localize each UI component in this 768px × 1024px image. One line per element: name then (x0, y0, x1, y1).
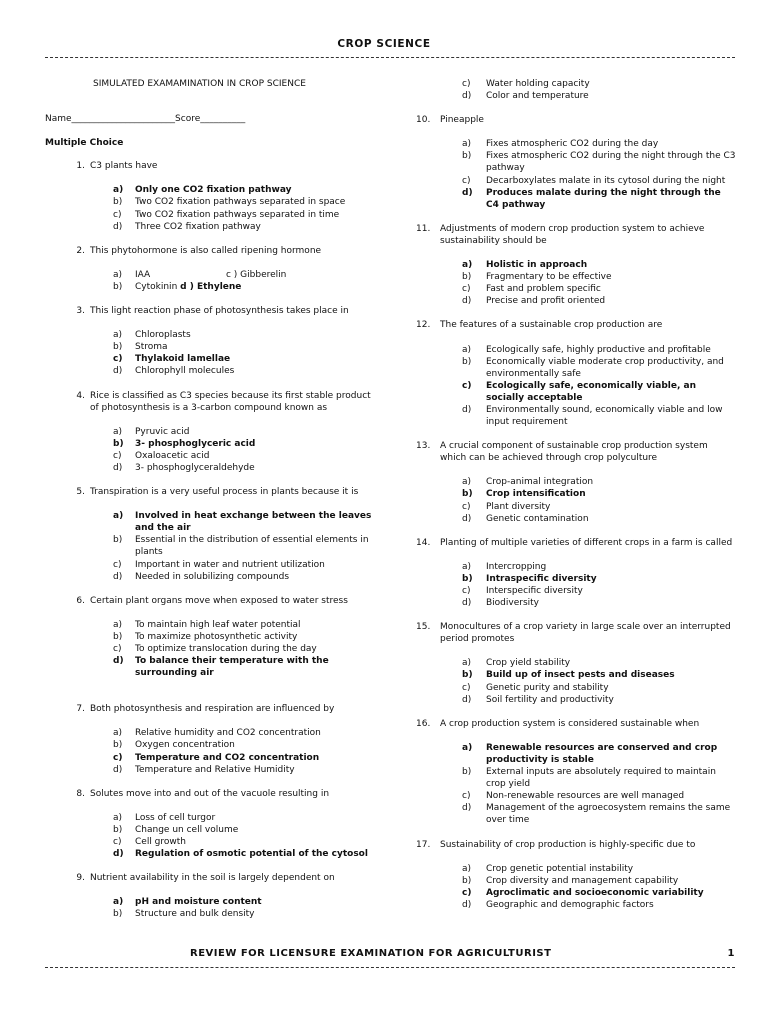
question-text: Sustainability of crop production is highly-specific due to (440, 839, 696, 850)
question-text: Both photosynthesis and respiration are influenced by (90, 704, 335, 715)
option-text: Loss of cell turgor (135, 812, 216, 823)
option-text: Environmentally sound, economically viable and low input requirement (486, 404, 723, 428)
answer-option (416, 404, 736, 428)
question-item (45, 160, 375, 232)
answer-option (45, 438, 375, 450)
answer-option (416, 90, 736, 102)
option-text: Two CO2 fixation pathways separated in space (135, 197, 346, 208)
option-letter: a) (113, 269, 123, 280)
option-letter: a) (113, 330, 123, 341)
question-text: Nutrient availability in the soil is largely dependent on (90, 873, 335, 884)
question-options (45, 269, 375, 293)
option-letter: c) (462, 791, 471, 802)
option-text: IAA (135, 269, 151, 280)
question-9-continued-options (416, 78, 736, 102)
answer-option (45, 812, 375, 824)
answer-option (45, 764, 375, 776)
answer-option (416, 899, 736, 911)
option-text: Renewable resources are conserved and crop productivity is stable (486, 742, 718, 765)
question-item (416, 223, 736, 308)
answer-option (45, 896, 375, 908)
option-text: Oxygen concentration (135, 740, 235, 751)
question-text: Solutes move into and out of the vacuole resulting in (90, 788, 330, 799)
answer-option (45, 341, 375, 353)
answer-option (45, 643, 375, 655)
page-title: CROP SCIENCE (337, 38, 431, 50)
option-letter: d) (462, 91, 472, 102)
option-text: Ecologically safe, economically viable, an socially acceptable (486, 380, 696, 403)
option-letter: a) (113, 426, 123, 437)
question-item (45, 703, 375, 775)
question-options (416, 561, 736, 609)
option-letter: c) (113, 752, 123, 763)
question-text: Planting of multiple varieties of different crops in a farm is called (440, 537, 733, 548)
answer-option (416, 573, 736, 585)
question-number: 16. (416, 718, 431, 729)
option-letter: d) (113, 571, 123, 582)
answer-option (45, 426, 375, 438)
question-list-left (45, 160, 375, 920)
option-letter: b) (113, 631, 123, 642)
footer-title: REVIEW FOR LICENSURE EXAMINATION FOR AGRICULTURIST (190, 948, 552, 959)
option-text: Color and temperature (486, 91, 589, 102)
option-text: Decarboxylates malate in its cytosol during the night (486, 175, 726, 186)
option-text: Two CO2 fixation pathways separated in time (135, 209, 340, 220)
option-letter: a) (462, 863, 472, 874)
answer-option (45, 209, 375, 221)
question-number: 15. (416, 622, 431, 633)
option-letter: c) (113, 644, 122, 654)
option-letter: a) (113, 185, 124, 196)
answer-option (416, 597, 736, 609)
answer-option (416, 356, 736, 380)
answer-option (416, 669, 736, 681)
option-text: Management of the agroecosystem remains the same over time (486, 803, 731, 826)
option-text: Only one CO2 fixation pathway (135, 185, 292, 196)
answer-option (416, 694, 736, 706)
option-text: Holistic in approach (486, 260, 588, 271)
option-letter: c) (113, 450, 122, 461)
option-text: Water holding capacity (486, 79, 590, 89)
answer-option (45, 836, 375, 848)
option-letter: c) (462, 380, 472, 391)
answer-option (416, 742, 736, 766)
answer-option (45, 196, 375, 208)
option-letter: d) (113, 221, 123, 232)
option-letter: c) (113, 837, 122, 848)
name-score-line: Name_______________________Score__________ (45, 114, 246, 125)
option-text: Ecologically safe, highly productive and profitable (486, 344, 711, 355)
option-letter: b) (462, 670, 473, 681)
question-number: 13. (416, 441, 431, 452)
option-letter: a) (462, 658, 472, 669)
question-item (416, 319, 736, 428)
answer-option (416, 488, 736, 500)
option-letter: b) (113, 535, 123, 546)
option-text: To optimize translocation during the day (135, 644, 317, 654)
question-item (45, 486, 375, 583)
section-heading: Multiple Choice (45, 138, 124, 149)
spacer (45, 679, 375, 691)
option-letter: c) (462, 586, 471, 596)
option-letter: d) (462, 694, 472, 705)
answer-option (45, 329, 375, 341)
option-text: Crop-animal integration (486, 477, 594, 488)
option-text: 3- phosphoglyceraldehyde (135, 462, 255, 473)
option-text: To maintain high leaf water potential (135, 619, 301, 630)
option-letter: d) (113, 366, 123, 377)
question-number: 2. (76, 245, 85, 256)
question-options (45, 619, 375, 679)
option-letter: c) (462, 175, 471, 186)
question-options (416, 259, 736, 307)
option-letter: b) (113, 909, 123, 920)
option-letter: b) (113, 197, 123, 208)
option-text: Thylakoid lamellae (135, 354, 231, 365)
question-number: 12. (416, 320, 431, 331)
option-text: Plant diversity (486, 501, 551, 512)
question-options (45, 727, 375, 775)
option-text: Crop yield stability (486, 658, 571, 669)
answer-option (45, 631, 375, 643)
option-letter: a) (113, 511, 124, 522)
question-item (416, 839, 736, 911)
bottom-divider (45, 967, 735, 968)
answer-option (416, 513, 736, 525)
option-letter: d) (462, 899, 472, 910)
question-text: The features of a sustainable crop production are (440, 320, 663, 331)
question-number: 10. (416, 115, 431, 126)
answer-option (45, 221, 375, 233)
answer-option (416, 875, 736, 887)
question-options (416, 657, 736, 705)
question-list-right (416, 114, 736, 911)
question-item (45, 390, 375, 475)
option-text: Pyruvic acid (135, 426, 190, 437)
option-text: Needed in solubilizing compounds (135, 571, 290, 582)
answer-option (416, 657, 736, 669)
question-text: This light reaction phase of photosynthesis takes place in (90, 306, 349, 317)
option-letter: a) (113, 728, 123, 739)
option-letter: b) (462, 151, 472, 162)
option-letter: d) (462, 187, 473, 198)
question-text: Rice is classified as C3 species because its first stable product of photosynthesis is a 3-carbon compound known as (90, 390, 371, 413)
option-letter: c) (113, 559, 122, 570)
question-options (45, 329, 375, 377)
option-text: Cell growth (135, 837, 186, 848)
answer-option (45, 184, 375, 196)
option-text: Interspecific diversity (486, 586, 583, 596)
option-text: Temperature and Relative Humidity (135, 764, 295, 775)
answer-option (416, 501, 736, 513)
answer-option (416, 295, 736, 307)
left-column (45, 78, 375, 933)
option-text: Three CO2 fixation pathway (135, 221, 261, 232)
question-number: 4. (76, 390, 85, 401)
option-letter: a) (113, 897, 124, 908)
answer-option (416, 138, 736, 150)
answer-option (416, 887, 736, 899)
option-text: Agroclimatic and socioeconomic variability (486, 887, 704, 898)
option-letter: c) (462, 79, 471, 89)
answer-option (416, 187, 736, 211)
answer-option (416, 863, 736, 875)
question-item (416, 114, 736, 211)
option-letter: a) (462, 139, 472, 150)
option-letter: a) (113, 619, 123, 630)
question-text: A crop production system is considered sustainable when (440, 718, 700, 729)
option-text: Geographic and demographic factors (486, 899, 654, 910)
question-item (416, 718, 736, 827)
answer-option (45, 908, 375, 920)
question-number: 14. (416, 537, 431, 548)
question-options (416, 344, 736, 429)
option-letter: a) (462, 344, 472, 355)
answer-option (45, 510, 375, 534)
option-letter: d) (113, 656, 124, 667)
option-text: Fragmentary to be effective (486, 272, 612, 283)
option-text: Regulation of osmotic potential of the cytosol (135, 849, 368, 860)
question-text: Certain plant organs move when exposed to water stress (90, 595, 348, 606)
question-item (45, 788, 375, 860)
question-text: This phytohormone is also called ripening hormone (90, 245, 322, 256)
question-number: 11. (416, 223, 431, 234)
question-number: 7. (76, 704, 85, 715)
option-text: Chlorophyll molecules (135, 366, 235, 377)
answer-option (416, 271, 736, 283)
option-letter: b) (113, 281, 123, 292)
answer-option (416, 585, 736, 597)
question-number: 1. (76, 161, 85, 172)
question-item (45, 305, 375, 377)
answer-option (45, 619, 375, 631)
question-number: 8. (76, 788, 85, 799)
option-text: Genetic purity and stability (486, 682, 609, 693)
option-letter: b) (462, 489, 473, 500)
question-item (416, 621, 736, 706)
question-number: 6. (76, 595, 85, 606)
option-text: Essential in the distribution of essential elements in plants (135, 535, 369, 558)
option-text: Relative humidity and CO2 concentration (135, 728, 321, 739)
option-text: External inputs are absolutely required to maintain crop yield (486, 767, 716, 790)
option-text: Crop diversity and management capability (486, 875, 679, 886)
question-number: 3. (76, 306, 85, 317)
option-text: Stroma (135, 342, 168, 353)
answer-option (45, 848, 375, 860)
answer-option (416, 380, 736, 404)
option-letter: d) (462, 296, 472, 307)
option-letter: c) (462, 887, 472, 898)
option-text: pH and moisture content (135, 897, 262, 908)
answer-option (416, 561, 736, 573)
question-options (45, 812, 375, 860)
question-text: Pineapple (440, 115, 484, 126)
option-text: Biodiversity (486, 598, 540, 609)
answer-option (45, 824, 375, 836)
option-text: Build up of insect pests and diseases (486, 670, 675, 681)
option-letter: d) (113, 462, 123, 473)
option-letter: b) (462, 272, 472, 283)
answer-option (416, 344, 736, 356)
option-text: To maximize photosynthetic activity (135, 631, 298, 642)
answer-option (45, 752, 375, 764)
option-text: Economically viable moderate crop productivity, and environmentally safe (486, 356, 724, 379)
option-letter: c) (462, 682, 471, 693)
question-options (45, 896, 375, 920)
answer-option (45, 353, 375, 365)
answer-option (45, 727, 375, 739)
answer-option (45, 534, 375, 558)
option-letter: a) (113, 812, 123, 823)
option-text: Oxaloacetic acid (135, 450, 210, 461)
answer-option (416, 790, 736, 802)
answer-option (45, 559, 375, 571)
option-text: Chloroplasts (135, 330, 191, 341)
option-letter: b) (113, 740, 123, 751)
answer-option (416, 766, 736, 790)
option-letter: d) (462, 404, 472, 415)
option-text: Intercropping (486, 561, 547, 572)
option-letter: b) (462, 573, 473, 584)
answer-option (416, 175, 736, 187)
question-item (45, 595, 375, 692)
right-column (416, 78, 736, 923)
answer-option (416, 283, 736, 295)
question-options (416, 863, 736, 911)
option-letter: b) (462, 356, 472, 367)
option-text: Change un cell volume (135, 824, 239, 835)
exam-heading: SIMULATED EXAMAMINATION IN CROP SCIENCE (93, 79, 306, 89)
option-text: Fixes atmospheric CO2 during the night through the C3 pathway (486, 151, 736, 174)
option-text: Precise and profit oriented (486, 296, 606, 307)
option-text: Crop intensification (486, 489, 586, 500)
answer-option (416, 259, 736, 271)
option-letter: a) (462, 477, 472, 488)
answer-option (416, 78, 736, 90)
answer-option (45, 571, 375, 583)
answer-option (416, 476, 736, 488)
question-item (45, 872, 375, 920)
option-text: Important in water and nutrient utilization (135, 559, 325, 570)
option-text: Involved in heat exchange between the leaves and the air (135, 511, 372, 534)
option-text: Produces malate during the night through the C4 pathway (486, 187, 721, 210)
question-item (416, 537, 736, 609)
option-text-answer: d ) Ethylene (180, 281, 242, 292)
option-letter: a) (462, 742, 473, 753)
question-number: 9. (76, 873, 85, 884)
question-item (45, 245, 375, 293)
question-options (45, 184, 375, 232)
option-text: Fast and problem specific (486, 284, 601, 295)
option-text: Genetic contamination (486, 513, 589, 524)
option-text: Temperature and CO2 concentration (135, 752, 320, 763)
option-letter: b) (113, 342, 123, 353)
question-text: Adjustments of modern crop production system to achieve sustainability should be (440, 223, 705, 246)
option-letter: a) (462, 260, 473, 271)
option-letter: b) (462, 767, 472, 778)
option-letter: d) (113, 764, 123, 775)
question-text: Monocultures of a crop variety in large scale over an interrupted period promotes (440, 622, 731, 645)
option-text: Soil fertility and productivity (486, 694, 614, 705)
answer-option (45, 269, 375, 281)
option-text: Crop genetic potential instability (486, 863, 634, 874)
question-text: A crucial component of sustainable crop production system which can be achieved through crop polyculture (440, 441, 708, 464)
question-options (45, 510, 375, 583)
option-text: To balance their temperature with the surrounding air (135, 656, 329, 679)
question-options (45, 426, 375, 474)
answer-option (45, 365, 375, 377)
answer-option (45, 450, 375, 462)
option-letter: c) (462, 284, 471, 295)
question-options (416, 476, 736, 524)
option-text: Structure and bulk density (135, 909, 255, 920)
answer-option (45, 281, 375, 293)
question-text: Transpiration is a very useful process in plants because it is (90, 487, 359, 498)
option-letter: d) (462, 803, 472, 814)
option-text: Intraspecific diversity (486, 573, 597, 584)
option-letter: d) (462, 598, 472, 609)
option-letter: b) (462, 875, 472, 886)
answer-option (45, 462, 375, 474)
answer-option (416, 802, 736, 826)
answer-option (45, 655, 375, 679)
option-text: c ) Gibberelin (226, 269, 287, 280)
option-text: Non-renewable resources are well managed (486, 791, 685, 802)
answer-option (416, 150, 736, 174)
option-letter: a) (462, 561, 472, 572)
page-number: 1 (727, 948, 735, 959)
question-text: C3 plants have (90, 161, 158, 172)
option-letter: c) (462, 501, 471, 512)
question-options (416, 138, 736, 211)
option-letter: c) (113, 209, 122, 220)
question-number: 5. (76, 487, 85, 498)
option-text: Cytokinin (135, 281, 178, 292)
answer-option (416, 682, 736, 694)
option-letter: b) (113, 824, 123, 835)
question-item (416, 440, 736, 525)
option-letter: d) (462, 513, 472, 524)
option-letter: c) (113, 354, 123, 365)
question-number: 17. (416, 839, 431, 850)
option-text: Fixes atmospheric CO2 during the day (486, 139, 659, 150)
option-letter: d) (113, 849, 124, 860)
answer-option (45, 739, 375, 751)
top-divider (45, 57, 735, 58)
question-options (416, 742, 736, 827)
option-letter: b) (113, 438, 124, 449)
option-text: 3- phosphoglyceric acid (135, 438, 256, 449)
